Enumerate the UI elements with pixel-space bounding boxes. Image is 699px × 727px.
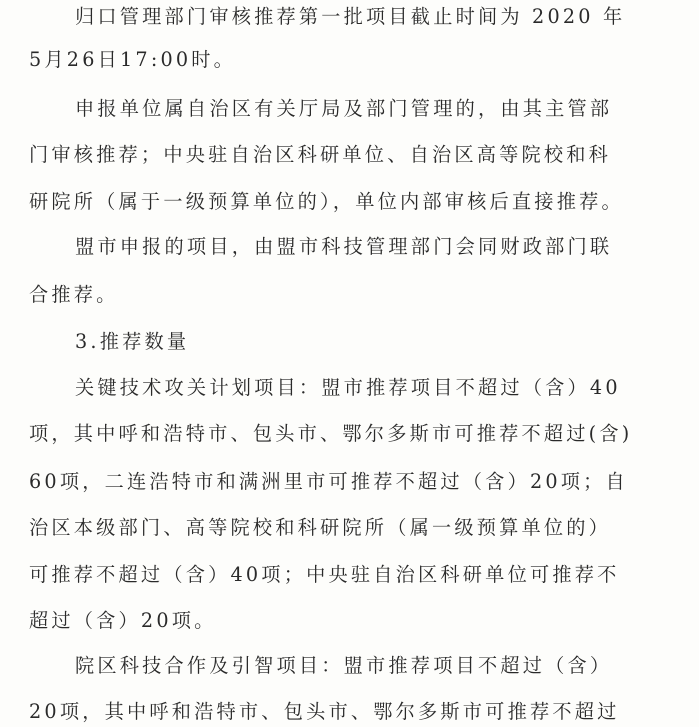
text-line: 归口管理部门审核推荐第一批项目截止时间为 2020 年 — [75, 5, 626, 28]
text-line: 治区本级部门、高等院校和科研院所（属一级预算单位的） — [29, 516, 612, 539]
text-line: 申报单位属自治区有关厅局及部门管理的，由其主管部 — [75, 97, 613, 120]
text-line: 合推荐。 — [29, 283, 119, 306]
text-line: 60项，二连浩特市和满洲里市可推荐不超过（含）20项；自 — [29, 470, 628, 493]
text-line: 门审核推荐；中央驻自治区科研单位、自治区高等院校和科 — [29, 143, 612, 166]
text-line: 盟市申报的项目，由盟市科技管理部门会同财政部门联 — [75, 235, 613, 258]
text-line: 超过（含）20项。 — [29, 609, 217, 632]
text-line: 研院所（属于一级预算单位的），单位内部审核后直接推荐。 — [29, 190, 624, 213]
text-line: 5月26日17:00时。 — [29, 48, 237, 71]
text-line: 院区科技合作及引智项目：盟市推荐项目不超过（含） — [75, 654, 613, 677]
text-line: 可推荐不超过（含）40项；中央驻自治区科研单位可推荐不 — [29, 563, 620, 586]
text-line: 20项，其中呼和浩特市、包头市、鄂尔多斯市可推荐不超过 — [29, 700, 620, 723]
text-line: 项，其中呼和浩特市、包头市、鄂尔多斯市可推荐不超过(含) — [29, 422, 633, 445]
text-line: 关键技术攻关计划项目：盟市推荐项目不超过（含）40 — [75, 376, 621, 399]
section-heading: 3.推荐数量 — [75, 330, 190, 353]
